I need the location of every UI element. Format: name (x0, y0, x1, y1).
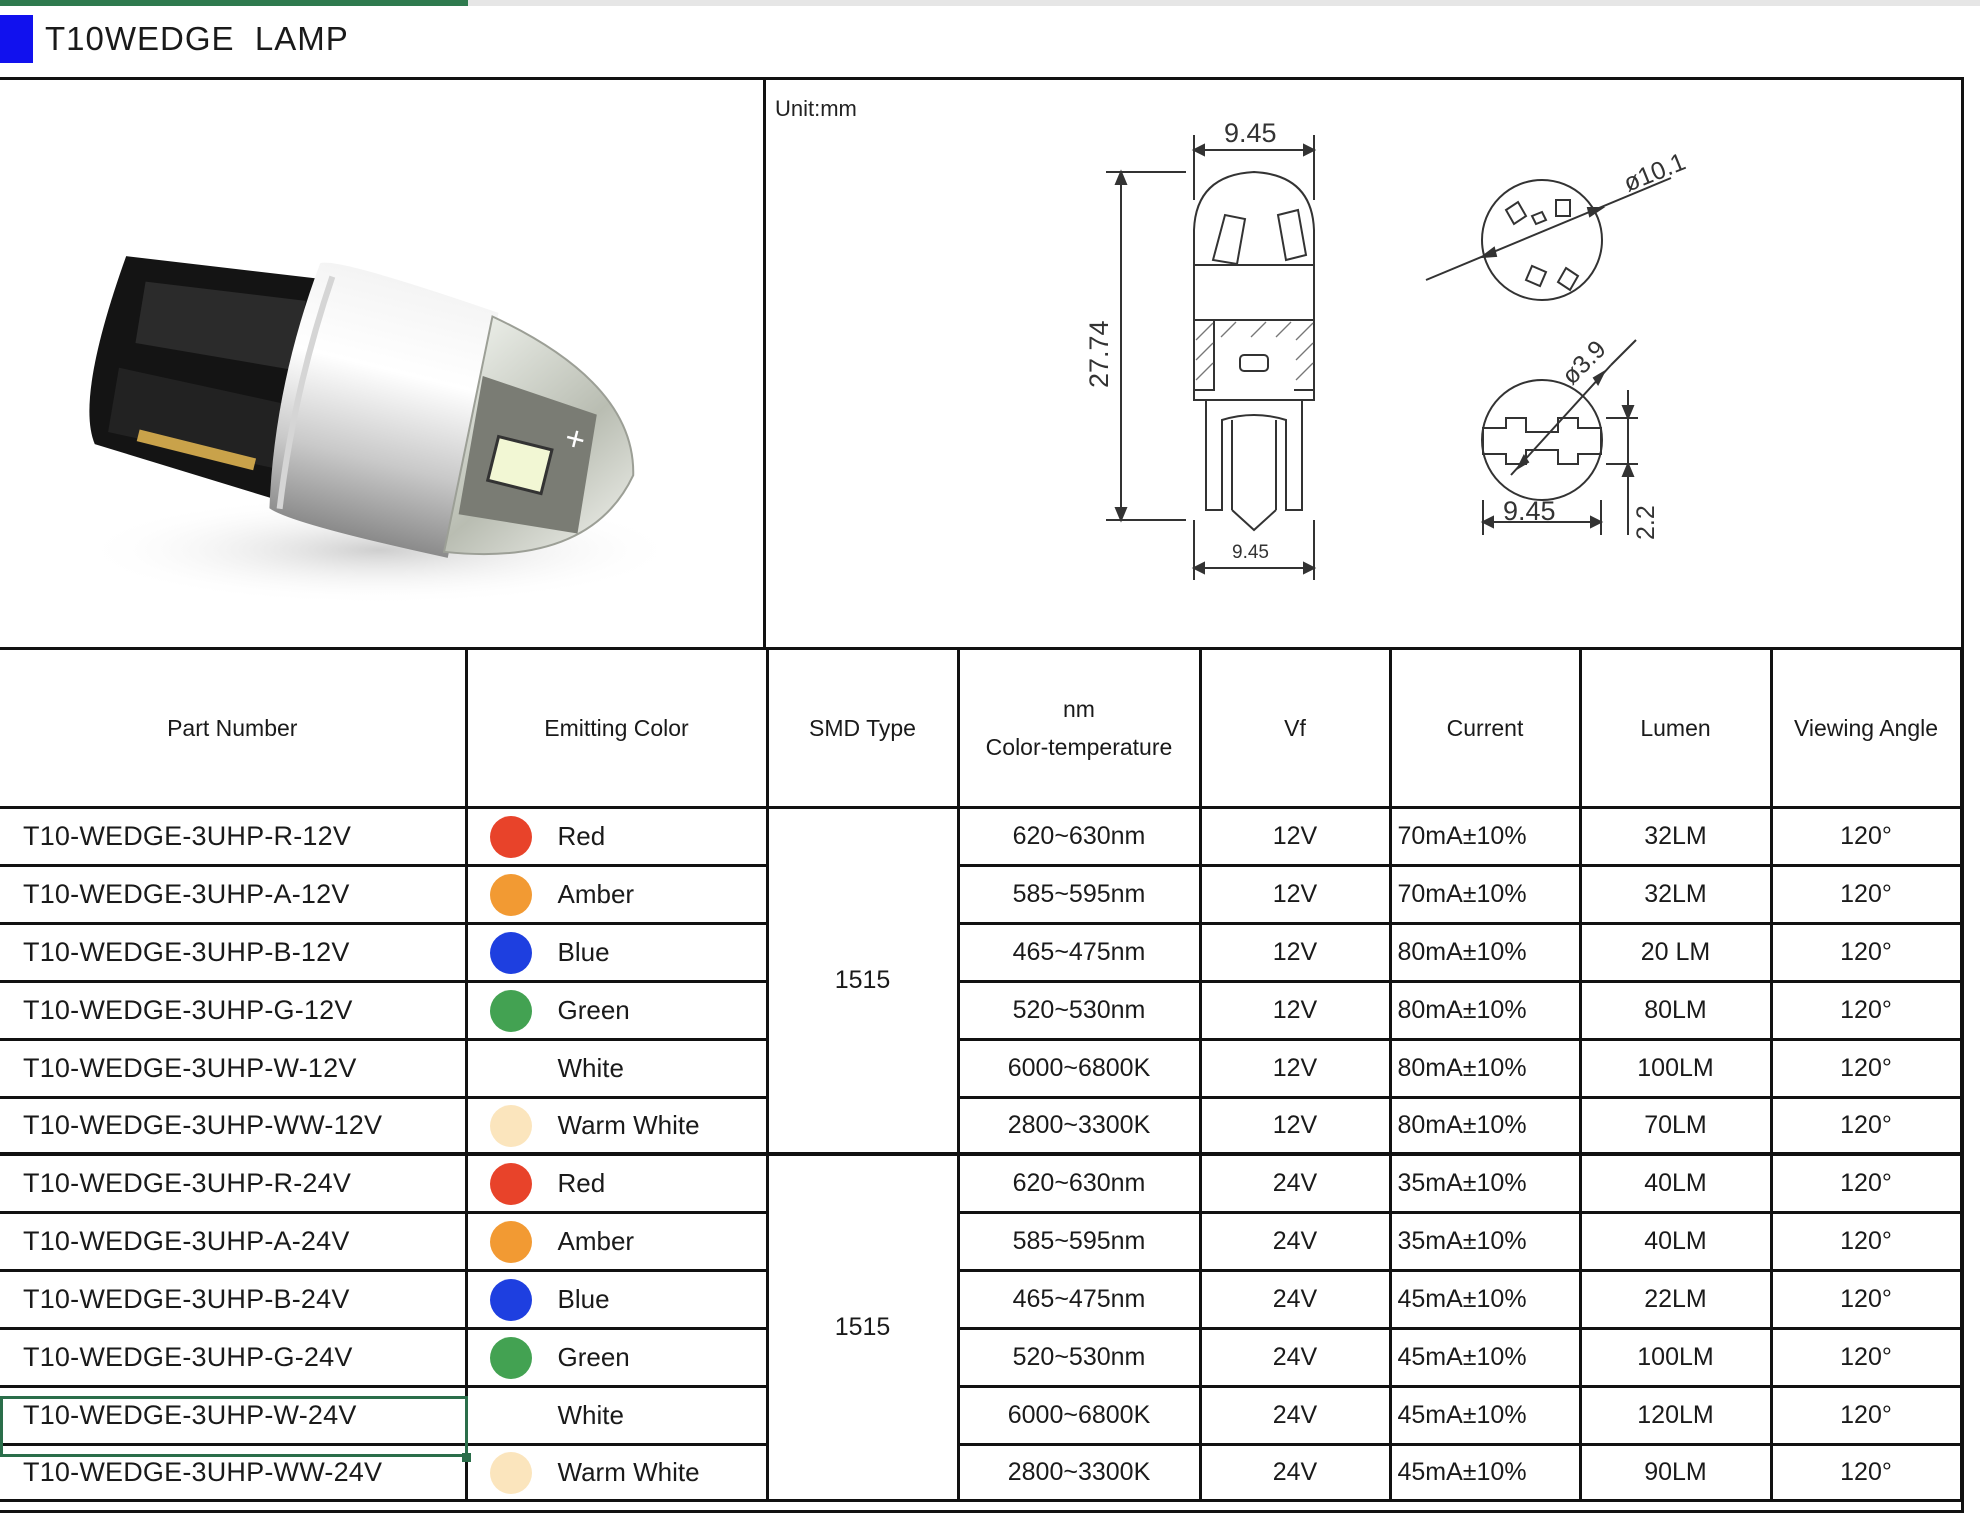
cell-vf[interactable]: 24V (1200, 1445, 1390, 1501)
cell-color-temperature[interactable]: 2800~3300K (958, 1445, 1200, 1501)
cell-part-number[interactable]: T10-WEDGE-3UHP-G-12V (0, 982, 466, 1040)
cell-viewing-angle[interactable]: 120° (1771, 1154, 1961, 1213)
cell-color-temperature[interactable]: 2800~3300K (958, 1098, 1200, 1155)
section-header (0, 14, 349, 64)
emitting-color-wrap (468, 1452, 766, 1494)
table-row (0, 1271, 1961, 1329)
cell-part-number[interactable]: T10-WEDGE-3UHP-G-24V (0, 1329, 466, 1387)
emitting-color-label: Blue (557, 1284, 610, 1314)
cell-smd-type[interactable]: 1515 (767, 808, 958, 1155)
emitting-color-label: White (557, 1053, 624, 1083)
cell-part-number[interactable]: T10-WEDGE-3UHP-WW-12V (0, 1098, 466, 1155)
cell-current[interactable]: 80mA±10% (1390, 982, 1580, 1040)
table-row (0, 924, 1961, 982)
cell-lumen[interactable]: 32LM (1580, 808, 1771, 866)
emitting-color-wrap (468, 1105, 766, 1147)
cell-part-number[interactable]: T10-WEDGE-3UHP-R-12V (0, 808, 466, 866)
t10-bulb-image (0, 80, 763, 647)
unit-label: Unit:mm (775, 96, 857, 121)
cell-vf[interactable]: 12V (1200, 982, 1390, 1040)
color-swatch-icon (490, 932, 532, 974)
cell-vf[interactable]: 24V (1200, 1387, 1390, 1445)
dim-diameter-large: ø10.1 (1619, 147, 1690, 198)
top-border (0, 0, 1980, 6)
color-swatch-icon (490, 1452, 532, 1494)
cell-current[interactable]: 45mA±10% (1390, 1271, 1580, 1329)
cell-viewing-angle[interactable]: 120° (1771, 1098, 1961, 1155)
emitting-color-wrap (468, 1279, 766, 1321)
cell-emitting-color[interactable] (466, 1154, 767, 1213)
cell-vf[interactable]: 12V (1200, 1098, 1390, 1155)
cell-viewing-angle[interactable]: 120° (1771, 1387, 1961, 1445)
emitting-color-wrap (468, 816, 766, 858)
emitting-color-wrap (468, 1337, 766, 1379)
cell-color-temperature[interactable]: 585~595nm (958, 866, 1200, 924)
dim-top-width: 9.45 (1224, 118, 1277, 148)
emitting-color-label: Green (557, 1342, 630, 1372)
cell-current[interactable]: 45mA±10% (1390, 1329, 1580, 1387)
table-row (0, 808, 1961, 866)
dimension-drawing (766, 80, 1961, 647)
emitting-color-label: Red (557, 821, 606, 851)
cell-vf[interactable]: 24V (1200, 1213, 1390, 1271)
header-nm: nm (1063, 696, 1095, 722)
color-swatch-icon (490, 1395, 532, 1437)
cell-lumen[interactable]: 80LM (1580, 982, 1771, 1040)
header-current: Current (1390, 649, 1580, 808)
spec-table (0, 647, 1963, 1502)
cell-color-temperature[interactable]: 520~530nm (958, 982, 1200, 1040)
cell-color-temperature[interactable]: 465~475nm (958, 924, 1200, 982)
table-row (0, 1329, 1961, 1387)
table-row (0, 1213, 1961, 1271)
cell-vf[interactable]: 24V (1200, 1329, 1390, 1387)
emitting-color-label: Amber (557, 879, 635, 909)
cell-emitting-color[interactable] (466, 982, 767, 1040)
cell-lumen[interactable]: 100LM (1580, 1040, 1771, 1098)
table-row (0, 1098, 1961, 1155)
emitting-color-label: Warm White (557, 1457, 700, 1487)
cell-current[interactable]: 80mA±10% (1390, 1040, 1580, 1098)
cell-viewing-angle[interactable]: 120° (1771, 1040, 1961, 1098)
emitting-color-label: Warm White (557, 1110, 700, 1140)
cell-color-temperature[interactable]: 585~595nm (958, 1213, 1200, 1271)
cell-vf[interactable]: 24V (1200, 1154, 1390, 1213)
cell-part-number[interactable]: T10-WEDGE-3UHP-B-24V (0, 1271, 466, 1329)
color-swatch-icon (490, 1163, 532, 1205)
cell-part-number[interactable]: T10-WEDGE-3UHP-W-12V (0, 1040, 466, 1098)
cell-lumen[interactable]: 70LM (1580, 1098, 1771, 1155)
page-title: T10WEDGE LAMP (45, 20, 349, 57)
cell-current[interactable]: 70mA±10% (1390, 866, 1580, 924)
fill-handle[interactable] (462, 1453, 471, 1462)
active-tab-indicator (0, 0, 468, 6)
cell-viewing-angle[interactable]: 120° (1771, 1445, 1961, 1501)
header-lumen: Lumen (1580, 649, 1771, 808)
color-swatch-icon (490, 1337, 532, 1379)
cell-lumen[interactable]: 20 LM (1580, 924, 1771, 982)
dim-diameter-small: ø3.9 (1556, 335, 1612, 391)
color-swatch-icon (490, 1105, 532, 1147)
header-vf: Vf (1200, 649, 1390, 808)
cell-vf[interactable]: 12V (1200, 808, 1390, 866)
color-swatch-icon (490, 1221, 532, 1263)
cell-lumen[interactable]: 32LM (1580, 866, 1771, 924)
cell-viewing-angle[interactable]: 120° (1771, 1271, 1961, 1329)
selected-cell-outline[interactable] (0, 1396, 468, 1457)
cell-vf[interactable]: 12V (1200, 866, 1390, 924)
cell-emitting-color[interactable] (466, 808, 767, 866)
cell-emitting-color[interactable] (466, 1213, 767, 1271)
dim-bottom-width: 9.45 (1232, 542, 1269, 563)
cell-current[interactable]: 80mA±10% (1390, 1098, 1580, 1155)
cell-vf[interactable]: 12V (1200, 924, 1390, 982)
cell-emitting-color[interactable] (466, 1098, 767, 1155)
cell-vf[interactable]: 24V (1200, 1271, 1390, 1329)
cell-color-temperature[interactable]: 520~530nm (958, 1329, 1200, 1387)
cell-viewing-angle[interactable]: 120° (1771, 1213, 1961, 1271)
cell-current[interactable]: 80mA±10% (1390, 924, 1580, 982)
svg-text:+: + (560, 418, 590, 461)
emitting-color-label: Amber (557, 1226, 635, 1256)
cell-emitting-color[interactable] (466, 1329, 767, 1387)
header-color-temperature (958, 649, 1200, 808)
cell-part-number[interactable]: T10-WEDGE-3UHP-A-24V (0, 1213, 466, 1271)
table-row (0, 1154, 1961, 1213)
cell-emitting-color[interactable] (466, 866, 767, 924)
cell-current[interactable]: 70mA±10% (1390, 808, 1580, 866)
cell-color-temperature[interactable]: 620~630nm (958, 1154, 1200, 1213)
header-viewing-angle: Viewing Angle (1771, 649, 1961, 808)
emitting-color-wrap (468, 1395, 766, 1437)
dim-base-height: 2.2 (1632, 505, 1660, 540)
technical-drawing (766, 80, 1961, 647)
cell-color-temperature[interactable]: 6000~6800K (958, 1387, 1200, 1445)
cell-viewing-angle[interactable]: 120° (1771, 924, 1961, 982)
cell-emitting-color[interactable] (466, 1445, 767, 1501)
emitting-color-wrap (468, 990, 766, 1032)
cell-viewing-angle[interactable]: 120° (1771, 982, 1961, 1040)
emitting-color-label: White (557, 1400, 624, 1430)
table-header-row (0, 649, 1961, 808)
cell-current[interactable]: 45mA±10% (1390, 1387, 1580, 1445)
cell-viewing-angle[interactable]: 120° (1771, 866, 1961, 924)
cell-emitting-color[interactable] (466, 924, 767, 982)
cell-lumen[interactable]: 90LM (1580, 1445, 1771, 1501)
emitting-color-wrap (468, 1221, 766, 1263)
emitting-color-wrap (468, 1163, 766, 1205)
cell-lumen[interactable]: 40LM (1580, 1154, 1771, 1213)
cell-part-number[interactable]: T10-WEDGE-3UHP-R-24V (0, 1154, 466, 1213)
cell-lumen[interactable]: 100LM (1580, 1329, 1771, 1387)
cell-emitting-color[interactable] (466, 1271, 767, 1329)
cell-lumen[interactable]: 40LM (1580, 1213, 1771, 1271)
color-swatch-icon (490, 1279, 532, 1321)
color-swatch-icon (490, 1048, 532, 1090)
color-swatch-icon (490, 874, 532, 916)
cell-current[interactable]: 35mA±10% (1390, 1213, 1580, 1271)
cell-viewing-angle[interactable]: 120° (1771, 808, 1961, 866)
cell-lumen[interactable]: 120LM (1580, 1387, 1771, 1445)
cell-vf[interactable]: 12V (1200, 1040, 1390, 1098)
emitting-color-label: Green (557, 995, 630, 1025)
header-emitting-color: Emitting Color (466, 649, 767, 808)
cell-color-temperature[interactable]: 465~475nm (958, 1271, 1200, 1329)
cell-emitting-color[interactable] (466, 1040, 767, 1098)
cell-emitting-color[interactable] (466, 1387, 767, 1445)
cell-part-number[interactable]: T10-WEDGE-3UHP-W-24V (0, 1387, 466, 1445)
color-swatch-icon (490, 816, 532, 858)
emitting-color-label: Red (557, 1168, 606, 1198)
table-row (0, 866, 1961, 924)
table-row (0, 1040, 1961, 1098)
cell-lumen[interactable]: 22LM (1580, 1271, 1771, 1329)
color-swatch-icon (490, 990, 532, 1032)
cell-smd-type[interactable]: 1515 (767, 1154, 958, 1501)
cell-current[interactable]: 35mA±10% (1390, 1154, 1580, 1213)
section-marker (0, 15, 33, 63)
emitting-color-wrap (468, 874, 766, 916)
emitting-color-label: Blue (557, 937, 610, 967)
upper-panel (0, 80, 1961, 650)
cell-part-number[interactable]: T10-WEDGE-3UHP-A-12V (0, 866, 466, 924)
dim-base-width: 9.45 (1503, 496, 1556, 526)
header-part-number: Part Number (0, 649, 466, 808)
table-row (0, 982, 1961, 1040)
emitting-color-wrap (468, 932, 766, 974)
header-smd-type: SMD Type (767, 649, 958, 808)
cell-part-number[interactable]: T10-WEDGE-3UHP-WW-24V (0, 1445, 466, 1501)
cell-viewing-angle[interactable]: 120° (1771, 1329, 1961, 1387)
product-photo (0, 80, 766, 647)
cell-color-temperature[interactable]: 620~630nm (958, 808, 1200, 866)
cell-part-number[interactable]: T10-WEDGE-3UHP-B-12V (0, 924, 466, 982)
dim-height: 27.74 (1084, 320, 1114, 388)
header-color-temp-label: Color-temperature (985, 734, 1173, 760)
emitting-color-wrap (468, 1048, 766, 1090)
cell-current[interactable]: 45mA±10% (1390, 1445, 1580, 1501)
cell-color-temperature[interactable]: 6000~6800K (958, 1040, 1200, 1098)
